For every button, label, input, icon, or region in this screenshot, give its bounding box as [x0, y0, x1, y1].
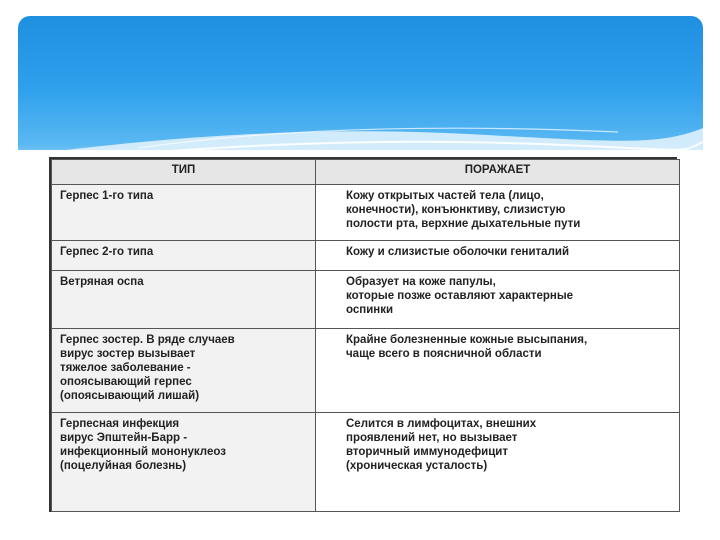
- table-row: [52, 413, 680, 512]
- table-row: [52, 241, 680, 271]
- herpes-types-table: [49, 157, 677, 512]
- table-header-row: [52, 160, 680, 185]
- table-row: [52, 329, 680, 413]
- cell-type: Герпес зостер. В ряде случаев вирус зостер вызывает тяжелое заболевание - опоясывающий герпес (опоясывающий лишай): [52, 329, 316, 413]
- cell-type: Герпес 1-го типа: [52, 185, 316, 241]
- table-row: [52, 271, 680, 329]
- header-affects: ПОРАЖАЕТ: [316, 160, 680, 185]
- cell-affects: Кожу открытых частей тела (лицо, конечности), конъюнктиву, слизистую полости рта, верхние дыхательные пути: [316, 185, 680, 241]
- table-row: [52, 185, 680, 241]
- cell-type: Герпес 2-го типа: [52, 241, 316, 271]
- cell-affects: Кожу и слизистые оболочки гениталий: [316, 241, 680, 271]
- cell-affects: Селится в лимфоцитах, внешних проявлений нет, но вызывает вторичный иммунодефицит (хроническая усталость): [316, 413, 680, 512]
- header-type: ТИП: [52, 160, 316, 185]
- cell-type: Ветряная оспа: [52, 271, 316, 329]
- cell-affects: Крайне болезненные кожные высыпания, чаще всего в поясничной области: [316, 329, 680, 413]
- cell-type: Герпесная инфекция вирус Эпштейн-Барр - инфекционный мононуклеоз (поцелуйная болезнь): [52, 413, 316, 512]
- cell-affects: Образует на коже папулы, которые позже оставляют характерные оспинки: [316, 271, 680, 329]
